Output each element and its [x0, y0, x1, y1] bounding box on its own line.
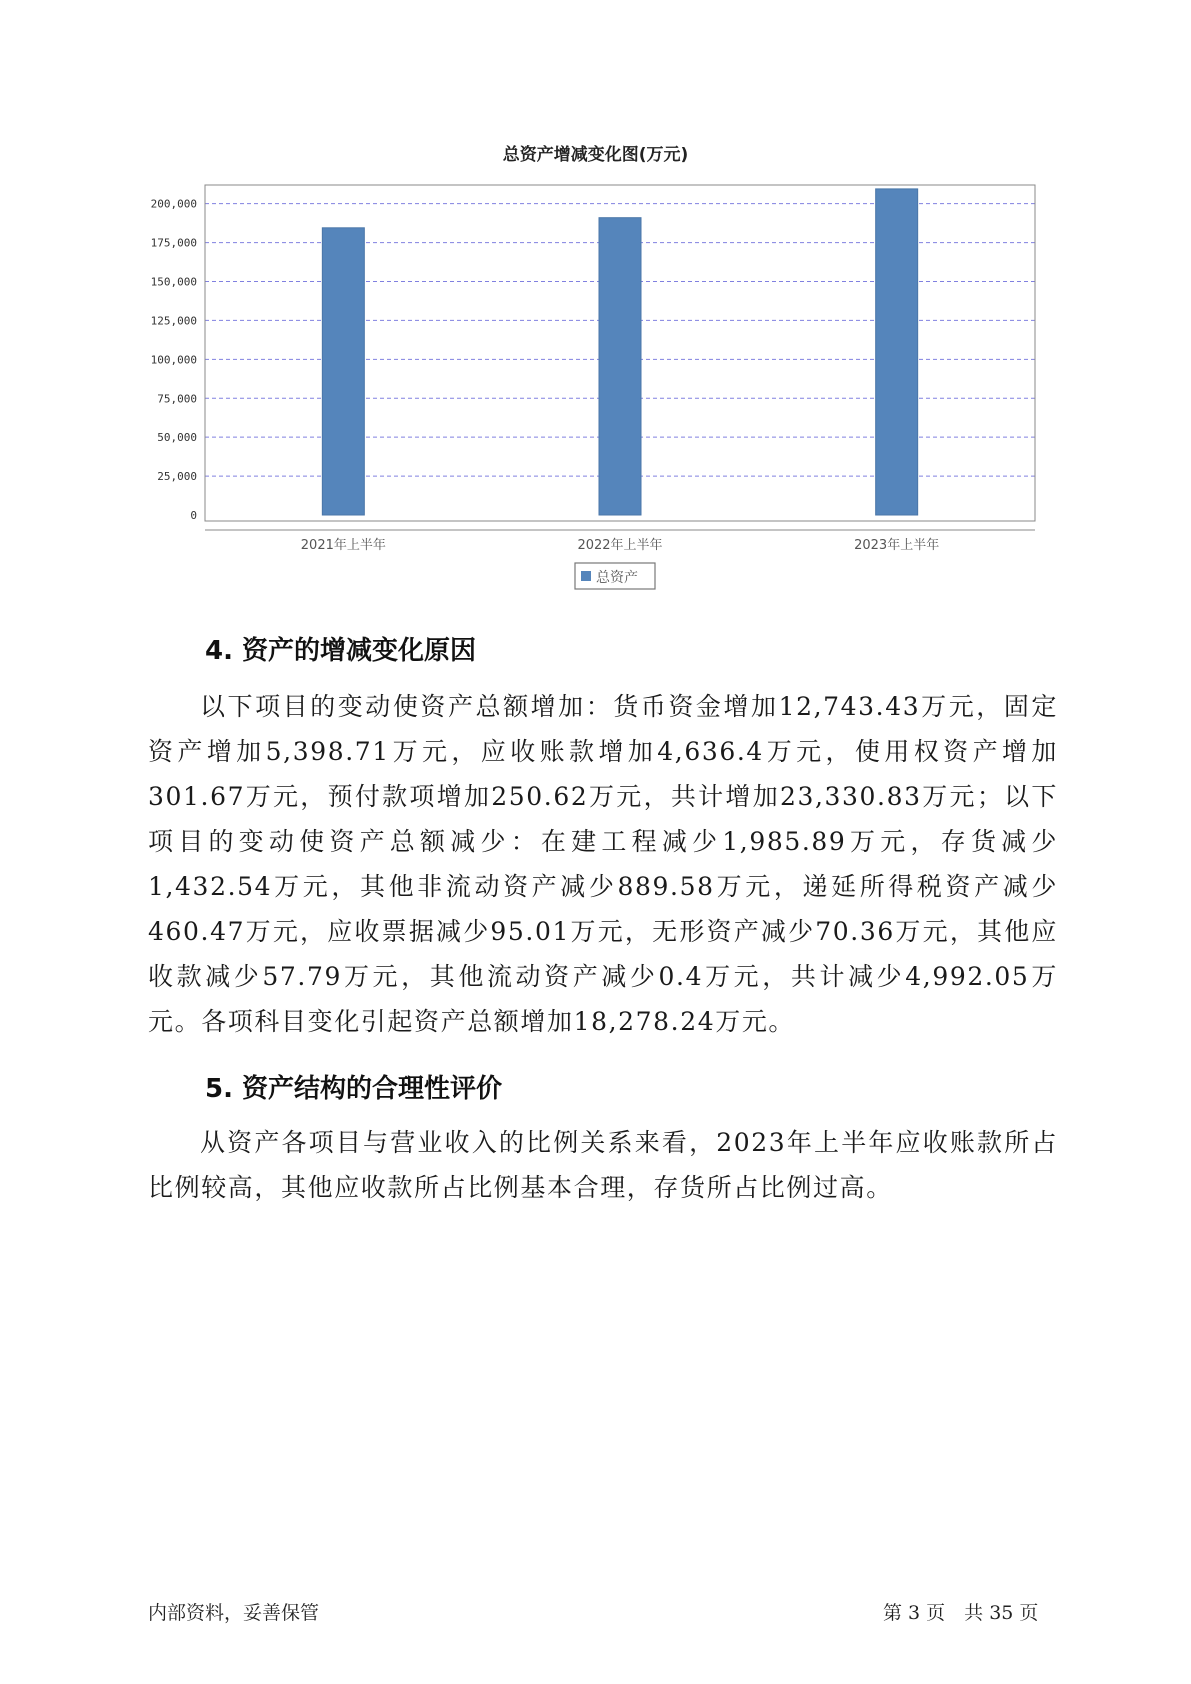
y-tick-label: 50,000	[157, 431, 197, 445]
section-paragraph-4: 以下项目的变动使资产总额增加：货币资金增加12,743.43万元，固定资产增加5,398.71万元，应收账款增加4,636.4万元，使用权资产增加301.67万元，预付款项增加250.62万元，共计增加23,330.83万元；以下项目的变动使资产总额减少：在建工程减少1,985.89万元，存货减少1,432.54万元，其他非流动资产减少889.58万元，递延所得税资产减少460.47万元，应收票据减少95.01万元，无形资产减少70.36万元，其他应收款减少57.79万元，其他流动资产减少0.4万元，共计减少4,992.05万元。各项科目变化引起资产总额增加18,278.24万元。	[148, 692, 1058, 1036]
y-tick-label: 150,000	[150, 275, 197, 289]
bar-3	[876, 189, 918, 515]
legend-label-total-assets: 总资产	[596, 570, 638, 586]
y-tick-label: 100,000	[150, 353, 197, 367]
y-tick-label: 25,000	[157, 470, 197, 484]
y-tick-label: 125,000	[150, 314, 197, 328]
x-tick-label: 2022年上半年	[577, 538, 663, 553]
bar-2	[599, 218, 641, 515]
section-paragraph-5: 从资产各项目与营业收入的比例关系来看，2023年上半年应收账款所占比例较高，其他应收款所占比例基本合理，存货所占比例过高。	[148, 1128, 1058, 1202]
chart-title: 总资产增减变化图(万元)	[502, 145, 689, 165]
x-tick-label: 2023年上半年	[854, 538, 940, 553]
y-tick-label: 75,000	[157, 392, 197, 406]
x-tick-label: 2021年上半年	[300, 538, 386, 553]
y-axis-ticks	[151, 198, 197, 522]
total-assets-bar-chart	[0, 0, 1191, 600]
bars	[322, 189, 917, 515]
x-axis-ticks	[301, 537, 939, 553]
y-tick-label: 200,000	[150, 197, 197, 211]
footer-confidential-note: 内部资料，妥善保管	[148, 1602, 320, 1624]
footer-page-number: 第 3 页 共 35 页	[883, 1602, 1039, 1624]
legend-swatch	[581, 571, 591, 581]
bar-1	[322, 228, 364, 515]
legend	[575, 563, 655, 589]
section-heading-4: 4. 资产的增减变化原因	[205, 636, 477, 666]
y-tick-label: 175,000	[150, 236, 197, 250]
y-tick-label: 0	[190, 509, 197, 522]
section-heading-5: 5. 资产结构的合理性评价	[205, 1074, 503, 1104]
